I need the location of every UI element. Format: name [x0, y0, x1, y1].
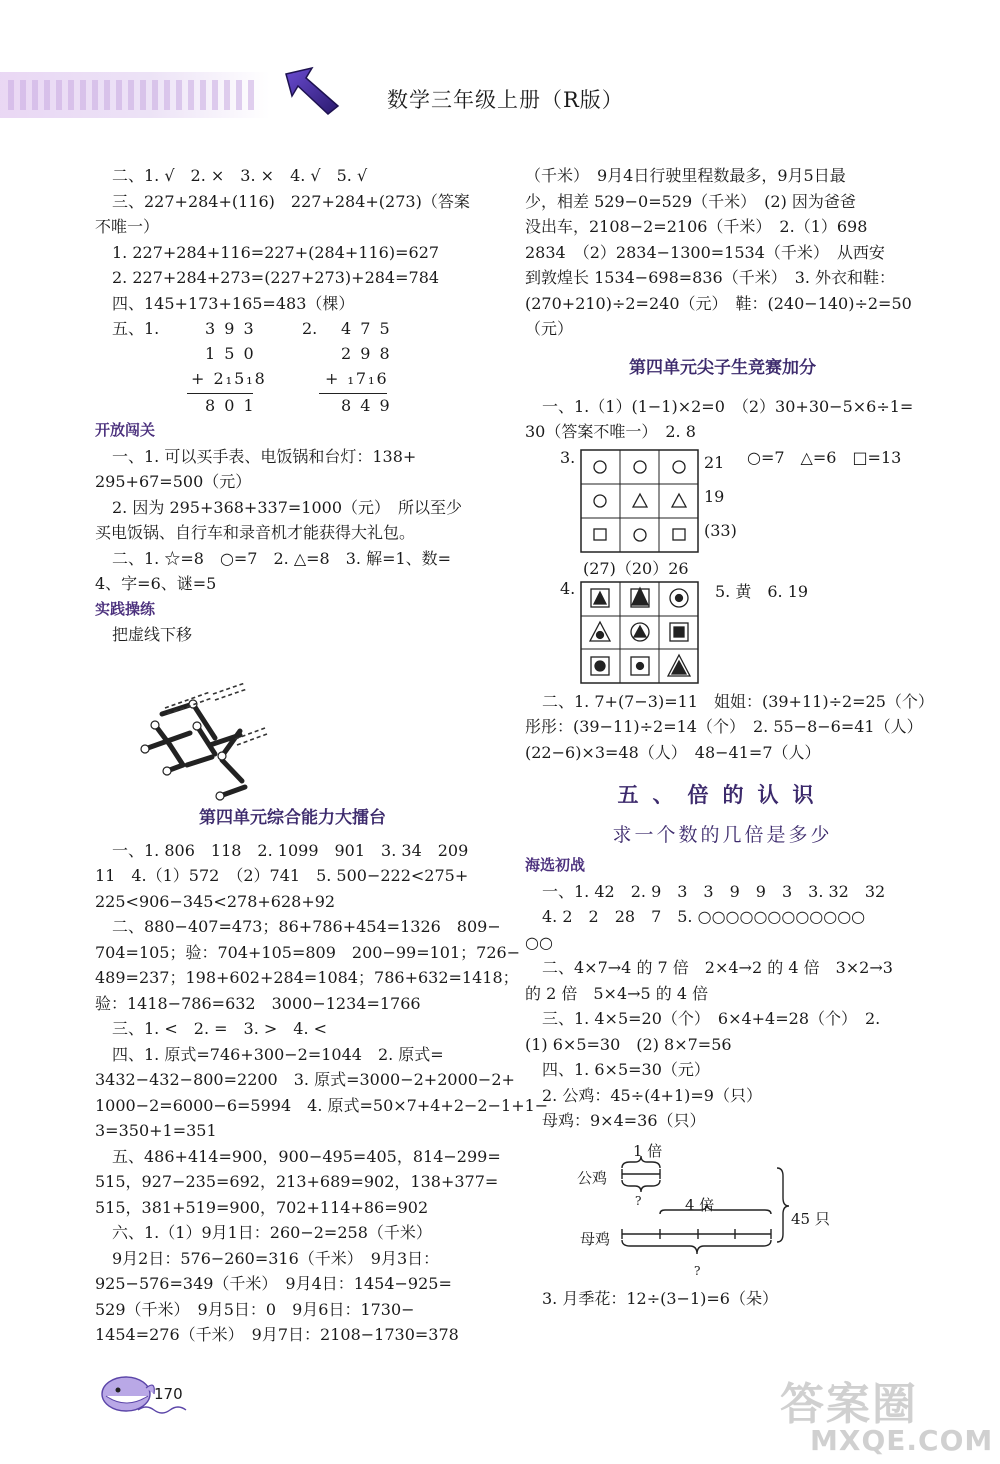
segment-diagram: [525, 1134, 920, 1286]
section-heading: 第四单元综合能力大擂台: [199, 807, 386, 828]
diagram-q2: ?: [694, 1263, 701, 1278]
arrow-icon: [282, 66, 342, 116]
answer-line: 1. 227+284+116=227+(284+116)=627: [112, 242, 440, 262]
answer-line: 二、4×7→4 的 7 倍 2×4→2 的 4 倍 3×2→3: [542, 958, 893, 977]
vc2-row: 4 7 5: [341, 319, 392, 338]
chapter-subheading: 求一个数的几倍是多少: [612, 824, 833, 846]
answer-line: 9月2日：576−260=316（千米） 9月3日：: [112, 1248, 440, 1268]
vc2-row: 2 9 8: [341, 344, 392, 363]
diagram-hen: 母鸡: [580, 1229, 611, 1248]
answer-line: 不唯一）: [95, 217, 160, 236]
grid3-rowsum: 21: [704, 452, 725, 472]
grid3-rowsum: 19: [704, 486, 725, 506]
grid3-colsum: (27)（20）26: [583, 558, 689, 578]
answer-line: (22−6)×3=48（人） 48−41=7（人）: [525, 742, 821, 762]
answer-line: 1000−2=6000−6=5994 4. 原式=50×7+4+2−2−1+1−: [95, 1095, 549, 1115]
answer-line: 三、1. 4×5=20（个） 6×4+4=28（个） 2.: [542, 1009, 881, 1028]
answer-line: 489=237；198+602+284=1084；786+632=1418；: [95, 968, 519, 987]
grid3-label: 3.: [560, 447, 576, 467]
vc1-row: 3 9 3: [205, 319, 256, 338]
answer-line: ○○: [525, 932, 553, 952]
answer-line: 验：1418−786=632 3000−1234=1766: [95, 993, 421, 1013]
answer-line: 母鸡：9×4=36（只）: [542, 1111, 706, 1130]
vc1-result: 8 0 1: [205, 396, 256, 415]
answer-line: 买电饭锅、自行车和录音机才能获得大礼包。: [95, 523, 416, 542]
diagram-total: 45 只: [791, 1209, 830, 1228]
vc2-result: 8 4 9: [341, 396, 392, 415]
answer-line: 4、字=6、谜=5: [95, 574, 217, 593]
answer-line: 二、1. √ 2. × 3. × 4. √ 5. √: [112, 166, 368, 185]
left-column: [95, 163, 549, 1348]
answer-line: 2834 （2）2834−1300=1534（千米） 从西安: [525, 242, 885, 262]
answer-line: 2. 公鸡：45÷(4+1)=9（只）: [542, 1085, 762, 1105]
header-decoration-stripes: [8, 80, 258, 110]
vertical-calculations: [95, 316, 490, 418]
answer-line: 二、1. ☆=8 ○=7 2. △=8 3. 解=1、数=: [112, 548, 452, 568]
right-column: [525, 163, 934, 1311]
grid3-rowsum: (33): [704, 520, 737, 540]
grid4-answer: 5. 黄 6. 19: [715, 581, 809, 601]
answer-line: 515，927−235=692，213+689=902，138+377=: [95, 1172, 499, 1191]
watermark-url: MXQE.COM: [810, 1424, 994, 1457]
vc2-row: + ₁7₁6: [325, 369, 389, 388]
vc2-label: 2.: [302, 319, 318, 338]
watermark-text: 答案圈: [780, 1379, 918, 1430]
subheading-open: 开放闯关: [95, 421, 156, 439]
answer-line: 到敦煌长 1534−698=836（千米） 3. 外衣和鞋：: [525, 268, 896, 287]
answer-line: 四、1. 原式=746+300−2=1044 2. 原式=: [112, 1044, 444, 1064]
answer-line: 二、880−407=473；86+786+454=1326 809−: [112, 917, 501, 936]
answer-line: 704=105；验：704+105=809 200−99=101；726−: [95, 942, 521, 962]
diagram-one-times: 1 倍: [633, 1141, 663, 1160]
grid4-label: 4.: [560, 578, 576, 598]
watermark: [740, 1368, 994, 1458]
answer-line: （千米） 9月4日行驶里程数最多，9月5日最: [525, 166, 846, 185]
answer-line: 一、1.（1）(1−1)×2=0 （2）30+30−5×6÷1=: [542, 396, 914, 416]
answer-line: 3432−432−800=2200 3. 原式=3000−2+2000−2+: [95, 1070, 515, 1089]
answer-line: 三、227+284+(116) 227+284+(273)（答案: [112, 191, 470, 211]
page-title: 数学三年级上册（R版）: [387, 88, 624, 112]
answer-line: 把虚线下移: [112, 625, 193, 644]
section-heading: 第四单元尖子生竞赛加分: [629, 357, 816, 378]
vc2-rule: [319, 393, 387, 394]
answer-line: 3=350+1=351: [95, 1121, 217, 1140]
answer-line: (1) 6×5=30 (2) 8×7=56: [525, 1034, 732, 1054]
answer-line: 三、1. < 2. = 3. > 4. <: [112, 1019, 328, 1038]
vc1-row: 1 5 0: [205, 344, 256, 363]
answer-line: 一、1. 可以买手表、电饭锅和台灯：138+: [112, 446, 417, 466]
answer-line: (270+210)÷2=240（元） 鞋：(240−140)÷2=50: [525, 293, 912, 313]
answer-line: 的 2 倍 5×4→5 的 4 倍: [525, 983, 709, 1003]
shape-grid-3: [525, 445, 920, 578]
page-number: 170: [154, 1385, 183, 1403]
shape-grid-4: [525, 575, 920, 685]
answer-line: 彤彤：(39−11)÷2=14（个） 2. 55−8−6=41（人）: [525, 717, 923, 736]
vc1-rule: [187, 393, 253, 394]
matchstick-figure: [95, 648, 490, 798]
grid3-answer: ○=7 △=6 □=13: [747, 447, 902, 467]
diagram-four-times: 4 倍: [685, 1195, 715, 1214]
answer-line: 2. 227+284+273=(227+273)+284=784: [112, 268, 440, 287]
subheading-practice: 实践操练: [95, 599, 156, 618]
grid4-figure: [580, 581, 700, 685]
grid3-figure: [580, 449, 700, 554]
diagram-rooster: 公鸡: [577, 1168, 608, 1187]
subheading-haixuan: 海选初战: [525, 856, 586, 874]
chapter-heading: 五、倍的认识: [617, 783, 828, 807]
answer-line: 五、486+414=900，900−495=405，814−299=: [112, 1146, 501, 1166]
answer-line: 2. 因为 295+368+337=1000（元） 所以至少: [112, 497, 462, 517]
answer-line: 六、1.（1）9月1日：260−2=258（千米）: [112, 1223, 432, 1242]
answer-line: 4. 2 2 28 7 5. ○○○○○○○○○○○○: [542, 907, 866, 926]
answer-line: 529（千米） 9月5日：0 9月6日：1730−: [95, 1299, 415, 1319]
answer-line: 二、1. 7+(7−3)=11 姐姐：(39+11)÷2=25（个）: [542, 691, 934, 711]
answer-line: 一、1. 42 2. 9 3 3 9 9 3 3. 32 32: [542, 881, 886, 901]
vc1-row: + 2₁5₁8: [191, 369, 267, 388]
answer-line: 3. 月季花：12÷(3−1)=6（朵）: [542, 1288, 778, 1308]
answer-line: 少，相差 529−0=529（千米） (2) 因为爸爸: [525, 191, 856, 211]
diagram-q1: ?: [635, 1193, 642, 1208]
answer-line: 225<906−345<278+628+92: [95, 891, 336, 911]
vc1-label: 五、1.: [112, 319, 160, 338]
answer-line: 925−576=349（千米） 9月4日：1454−925=: [95, 1274, 452, 1293]
answer-line: 295+67=500（元）: [95, 472, 252, 491]
segment-diagram-figure: [525, 1134, 920, 1286]
answer-line: 四、145+173+165=483（棵）: [112, 293, 355, 313]
answer-line: 一、1. 806 118 2. 1099 901 3. 34 209: [112, 840, 469, 860]
answer-line: （元）: [525, 319, 574, 338]
answer-line: 四、1. 6×5=30（元）: [542, 1060, 710, 1079]
answer-line: 11 4.（1）572 （2）741 5. 500−222<275+: [95, 866, 469, 885]
answer-line: 1454=276（千米） 9月7日：2108−1730=378: [95, 1325, 459, 1344]
answer-line: 30（答案不唯一） 2. 8: [525, 422, 696, 441]
answer-line: 没出车，2108−2=2106（千米） 2.（1）698: [525, 217, 868, 236]
answer-line: 515，381+519=900，702+114+86=902: [95, 1197, 429, 1217]
